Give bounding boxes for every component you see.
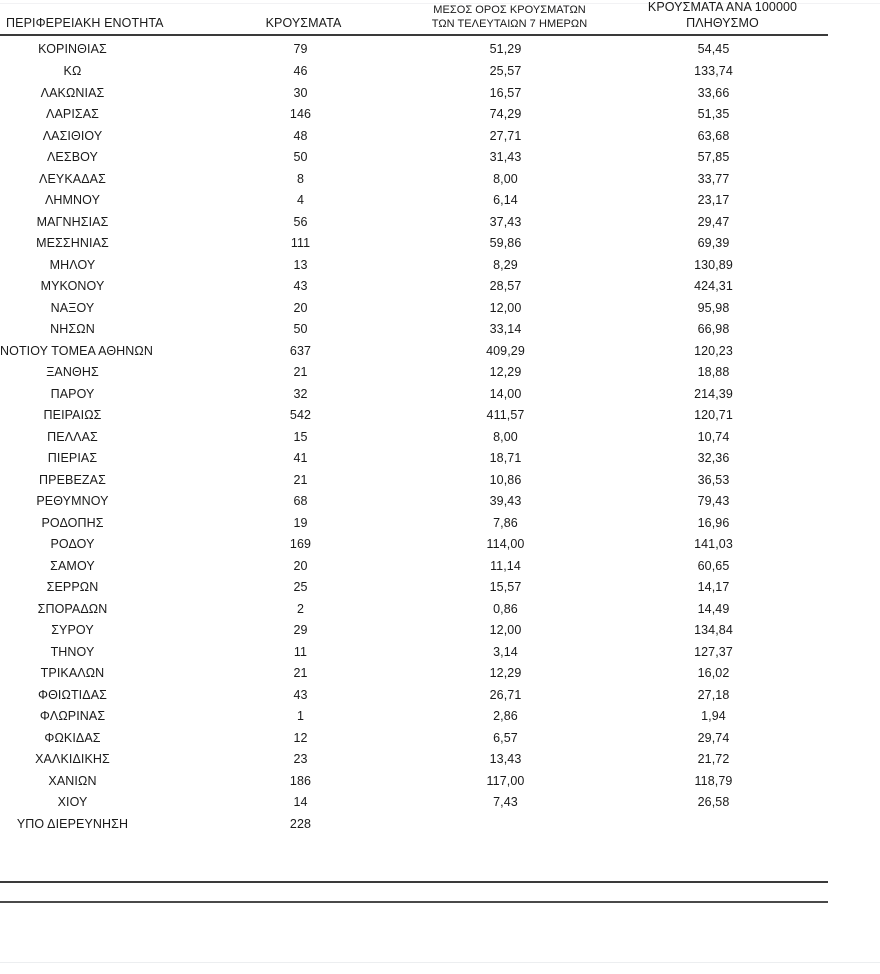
cell-cases: 15 (293, 429, 308, 444)
cell-region-name: ΜΥΚΟΝΟΥ (40, 279, 105, 294)
cell-region-name: ΝΗΣΩΝ (50, 322, 95, 337)
cell-seven-day-average: 411,57 (486, 408, 525, 423)
cell-region-name: ΦΛΩΡΙΝΑΣ (39, 709, 106, 724)
cell-seven-day-average: 117,00 (486, 773, 525, 788)
table-row (0, 577, 828, 599)
footer-rule-bottom (0, 901, 828, 903)
cell-cases: 228 (289, 816, 312, 831)
cell-cases: 186 (289, 773, 312, 788)
cell-seven-day-average: 51,29 (489, 42, 522, 56)
cell-cases: 46 (293, 64, 308, 79)
table-row (0, 685, 828, 707)
column-header-cases-per-100000-line2: ΠΛΗΘΥΣΜΟ (686, 15, 759, 30)
cell-cases: 50 (293, 150, 308, 165)
table-row (0, 276, 828, 298)
cell-seven-day-average: 28,57 (489, 279, 522, 294)
cell-cases: 68 (293, 494, 308, 509)
cell-cases: 169 (289, 537, 312, 552)
cell-cases-per-100000: 120,71 (694, 408, 733, 423)
cell-cases: 1 (296, 709, 305, 724)
table-row (0, 556, 828, 578)
cell-seven-day-average: 0,86 (493, 601, 518, 616)
cell-region-name: ΛΑΡΙΣΑΣ (46, 107, 99, 122)
table-row (0, 642, 828, 664)
table-row (0, 35, 828, 61)
cell-region-name: ΥΠΟ ΔΙΕΡΕΥΝΗΣΗ (16, 816, 129, 831)
cell-seven-day-average: 37,43 (489, 214, 522, 229)
cell-cases-per-100000: 26,58 (697, 795, 730, 810)
cell-cases-per-100000: 32,36 (697, 451, 730, 466)
cell-seven-day-average: 12,00 (489, 623, 522, 638)
cell-cases: 21 (293, 472, 308, 487)
cell-seven-day-average: 12,29 (489, 365, 522, 380)
column-header-seven-day-average (402, 0, 617, 35)
table-body (0, 35, 828, 835)
cell-seven-day-average: 10,86 (489, 472, 522, 487)
table-row (0, 83, 828, 105)
column-header-cases-per-100000-line1: ΚΡΟΥΣΜΑΤΑ ΑΝΑ 100000 (647, 0, 798, 14)
cell-region-name: ΚΟΡΙΝΘΙΑΣ (38, 42, 107, 56)
cell-cases-per-100000: 29,74 (697, 730, 730, 745)
table-row (0, 663, 828, 685)
cell-cases: 48 (293, 128, 308, 143)
table-row (0, 470, 828, 492)
cell-seven-day-average: 13,43 (489, 752, 522, 767)
table-row (0, 728, 828, 750)
cell-cases-per-100000: 130,89 (694, 257, 733, 272)
table-row (0, 341, 828, 363)
cell-region-name: ΜΑΓΝΗΣΙΑΣ (36, 214, 109, 229)
cell-region-name: ΚΩ (63, 64, 82, 79)
cell-region-name: ΤΗΝΟΥ (50, 644, 95, 659)
cell-region-name: ΛΗΜΝΟΥ (44, 193, 101, 208)
cell-seven-day-average (402, 814, 617, 836)
cell-cases-per-100000: 133,74 (694, 64, 733, 79)
cell-seven-day-average: 7,86 (493, 515, 518, 530)
cell-region-name: ΞΑΝΘΗΣ (46, 365, 99, 380)
cell-cases-per-100000: 16,02 (697, 666, 730, 681)
cell-region-name: ΛΑΚΩΝΙΑΣ (40, 85, 105, 100)
table-row (0, 491, 828, 513)
cell-seven-day-average: 15,57 (489, 580, 522, 595)
cell-seven-day-average: 11,14 (490, 558, 521, 573)
cell-cases-per-100000: 54,45 (697, 42, 730, 56)
table-row (0, 534, 828, 556)
table-header (0, 0, 828, 35)
cell-region-name: ΜΗΛΟΥ (49, 257, 96, 272)
cell-cases-per-100000: 21,72 (697, 752, 730, 767)
cell-cases-per-100000: 79,43 (697, 494, 730, 509)
cell-region-name: ΣΠΟΡΑΔΩΝ (37, 601, 108, 616)
cell-region-name: ΛΕΥΚΑΔΑΣ (39, 171, 106, 186)
cell-cases-per-100000: 95,98 (697, 300, 730, 315)
cell-seven-day-average: 14,00 (489, 386, 522, 401)
cell-cases: 21 (293, 666, 308, 681)
cell-cases: 11 (293, 644, 308, 659)
column-header-region-label: ΠΕΡΙΦΕΡΕΙΑΚΗ ΕΝΟΤΗΤΑ (6, 15, 164, 30)
cell-cases: 637 (289, 343, 312, 358)
cell-cases: 542 (289, 408, 312, 423)
cell-region-name: ΠΕΙΡΑΙΩΣ (43, 408, 102, 423)
cell-cases-per-100000: 14,17 (697, 580, 730, 595)
cell-cases: 13 (293, 257, 308, 272)
cell-cases-per-100000: 10,74 (697, 429, 730, 444)
cell-cases: 14 (293, 795, 308, 810)
table-row (0, 448, 828, 470)
cell-cases-per-100000: 33,66 (697, 85, 730, 100)
cell-region-name: ΛΑΣΙΘΙΟΥ (42, 128, 103, 143)
cell-cases: 111 (290, 236, 311, 251)
cell-region-name: ΡΟΔΟΠΗΣ (41, 515, 104, 530)
cell-seven-day-average: 3,14 (493, 644, 518, 659)
table-row (0, 233, 828, 255)
cell-seven-day-average: 7,43 (493, 795, 518, 810)
cell-region-name: ΛΕΣΒΟΥ (46, 150, 98, 165)
cell-seven-day-average: 33,14 (489, 322, 522, 337)
table-row (0, 599, 828, 621)
column-header-cases (205, 0, 402, 35)
cell-cases: 21 (293, 365, 308, 380)
table-row (0, 126, 828, 148)
table-row (0, 792, 828, 814)
cell-cases: 146 (289, 107, 312, 122)
cell-cases-per-100000: 141,03 (694, 537, 733, 552)
cell-seven-day-average: 8,00 (493, 171, 518, 186)
cell-region-name: ΣΑΜΟΥ (50, 558, 95, 573)
cell-cases-per-100000: 23,17 (697, 193, 730, 208)
cell-seven-day-average: 8,00 (493, 429, 518, 444)
table-row (0, 362, 828, 384)
cell-seven-day-average: 114,00 (486, 537, 525, 552)
cell-cases: 12 (293, 730, 308, 745)
table-row (0, 190, 828, 212)
cell-cases: 29 (293, 623, 308, 638)
cell-seven-day-average: 2,86 (493, 709, 518, 724)
column-header-cases-label: ΚΡΟΥΣΜΑΤΑ (265, 15, 342, 30)
cell-cases: 79 (293, 42, 308, 56)
cell-region-name: ΧΙΟΥ (57, 795, 88, 810)
cell-region-name: ΠΕΛΛΑΣ (47, 429, 98, 444)
cell-region-name: ΡΕΘΥΜΝΟΥ (36, 494, 109, 509)
cell-cases: 4 (296, 193, 305, 208)
table-row (0, 427, 828, 449)
cell-cases: 32 (293, 386, 308, 401)
cell-cases: 20 (293, 300, 308, 315)
cell-cases-per-100000: 14,49 (697, 601, 730, 616)
cell-region-name: ΠΑΡΟΥ (50, 386, 95, 401)
page-bottom-hairline (0, 962, 880, 963)
cell-cases-per-100000: 29,47 (697, 214, 730, 229)
cell-seven-day-average: 12,00 (489, 300, 522, 315)
cell-cases: 43 (293, 279, 308, 294)
cell-cases-per-100000: 214,39 (694, 386, 733, 401)
cell-cases-per-100000: 57,85 (697, 150, 730, 165)
cell-cases-per-100000: 16,96 (697, 515, 730, 530)
cell-cases-per-100000: 36,53 (697, 472, 730, 487)
cell-seven-day-average: 6,14 (493, 193, 518, 208)
cell-region-name: ΦΩΚΙΔΑΣ (44, 730, 101, 745)
cell-seven-day-average: 27,71 (489, 128, 522, 143)
table-row (0, 706, 828, 728)
cell-cases-per-100000: 69,39 (697, 236, 730, 251)
cell-region-name: ΝΑΞΟΥ (50, 300, 95, 315)
table-row (0, 771, 828, 793)
table-row (0, 147, 828, 169)
cell-seven-day-average: 6,57 (493, 730, 518, 745)
cell-region-name: ΤΡΙΚΑΛΩΝ (40, 666, 105, 681)
cell-region-name: ΧΑΝΙΩΝ (48, 773, 97, 788)
cell-seven-day-average: 26,71 (489, 687, 522, 702)
cell-cases: 41 (293, 451, 308, 466)
table-row (0, 513, 828, 535)
cell-cases-per-100000: 118,79 (694, 773, 733, 788)
cell-cases: 8 (296, 171, 305, 186)
cell-cases: 2 (296, 601, 305, 616)
cell-seven-day-average: 59,86 (489, 236, 522, 251)
cell-seven-day-average: 74,29 (489, 107, 522, 122)
cell-cases: 20 (293, 558, 308, 573)
table-row (0, 104, 828, 126)
footer-rules (0, 881, 828, 903)
cell-region-name: ΡΟΔΟΥ (50, 537, 95, 552)
cell-cases: 23 (293, 752, 308, 767)
cell-seven-day-average: 31,43 (489, 150, 522, 165)
cell-cases-per-100000: 51,35 (697, 107, 730, 122)
cell-cases: 19 (293, 515, 308, 530)
cell-region-name: ΣΕΡΡΩΝ (46, 580, 99, 595)
cell-seven-day-average: 39,43 (489, 494, 522, 509)
cell-cases-per-100000: 63,68 (697, 128, 730, 143)
cell-cases-per-100000: 66,98 (697, 322, 730, 337)
cell-cases-per-100000: 134,84 (694, 623, 733, 638)
table-row (0, 212, 828, 234)
table-row (0, 384, 828, 406)
cell-cases: 30 (293, 85, 308, 100)
cell-seven-day-average: 18,71 (489, 451, 522, 466)
cell-region-name: ΠΡΕΒΕΖΑΣ (39, 472, 106, 487)
table-row (0, 814, 828, 836)
table-row (0, 255, 828, 277)
table-row (0, 749, 828, 771)
cell-region-name: ΠΙΕΡΙΑΣ (47, 451, 98, 466)
table-row (0, 319, 828, 341)
cell-region-name: ΧΑΛΚΙΔΙΚΗΣ (35, 752, 110, 767)
cell-region-name: ΣΥΡΟΥ (51, 623, 94, 638)
cell-cases: 25 (293, 580, 308, 595)
table-row (0, 61, 828, 83)
table-row (0, 620, 828, 642)
cell-region-name: ΝΟΤΙΟΥ ΤΟΜΕΑ ΑΘΗΝΩΝ (0, 343, 153, 358)
table-row (0, 169, 828, 191)
table-row (0, 298, 828, 320)
cell-cases-per-100000: 18,88 (697, 365, 730, 380)
column-header-cases-per-100000 (617, 0, 828, 35)
cell-seven-day-average: 16,57 (489, 85, 522, 100)
cell-cases-per-100000: 1,94 (701, 709, 726, 724)
table-header-row (0, 0, 828, 35)
column-header-region (0, 0, 205, 35)
cell-seven-day-average: 409,29 (486, 343, 525, 358)
cell-seven-day-average: 12,29 (489, 666, 522, 681)
cell-cases-per-100000: 120,23 (694, 343, 733, 358)
cell-cases: 50 (293, 322, 308, 337)
footer-rule-gap (0, 883, 828, 901)
cell-cases-per-100000: 27,18 (697, 687, 730, 702)
column-header-seven-day-average-line1: ΜΕΣΟΣ ΟΡΟΣ ΚΡΟΥΣΜΑΤΩΝ (433, 3, 586, 16)
cell-region-name: ΜΕΣΣΗΝΙΑΣ (36, 236, 109, 251)
table-row (0, 405, 828, 427)
column-header-seven-day-average-line2: ΤΩΝ ΤΕΛΕΥΤΑΙΩΝ 7 ΗΜΕΡΩΝ (431, 17, 588, 30)
cell-cases-per-100000: 33,77 (697, 171, 730, 186)
cell-cases-per-100000: 424,31 (694, 279, 733, 294)
cell-seven-day-average: 8,29 (493, 257, 518, 272)
cell-region-name: ΦΘΙΩΤΙΔΑΣ (38, 687, 107, 702)
cell-cases: 56 (293, 214, 308, 229)
cell-cases-per-100000 (617, 814, 828, 836)
cell-cases: 43 (293, 687, 308, 702)
cell-seven-day-average: 25,57 (489, 64, 522, 79)
cell-cases-per-100000: 127,37 (694, 644, 733, 659)
cell-cases-per-100000: 60,65 (697, 558, 730, 573)
